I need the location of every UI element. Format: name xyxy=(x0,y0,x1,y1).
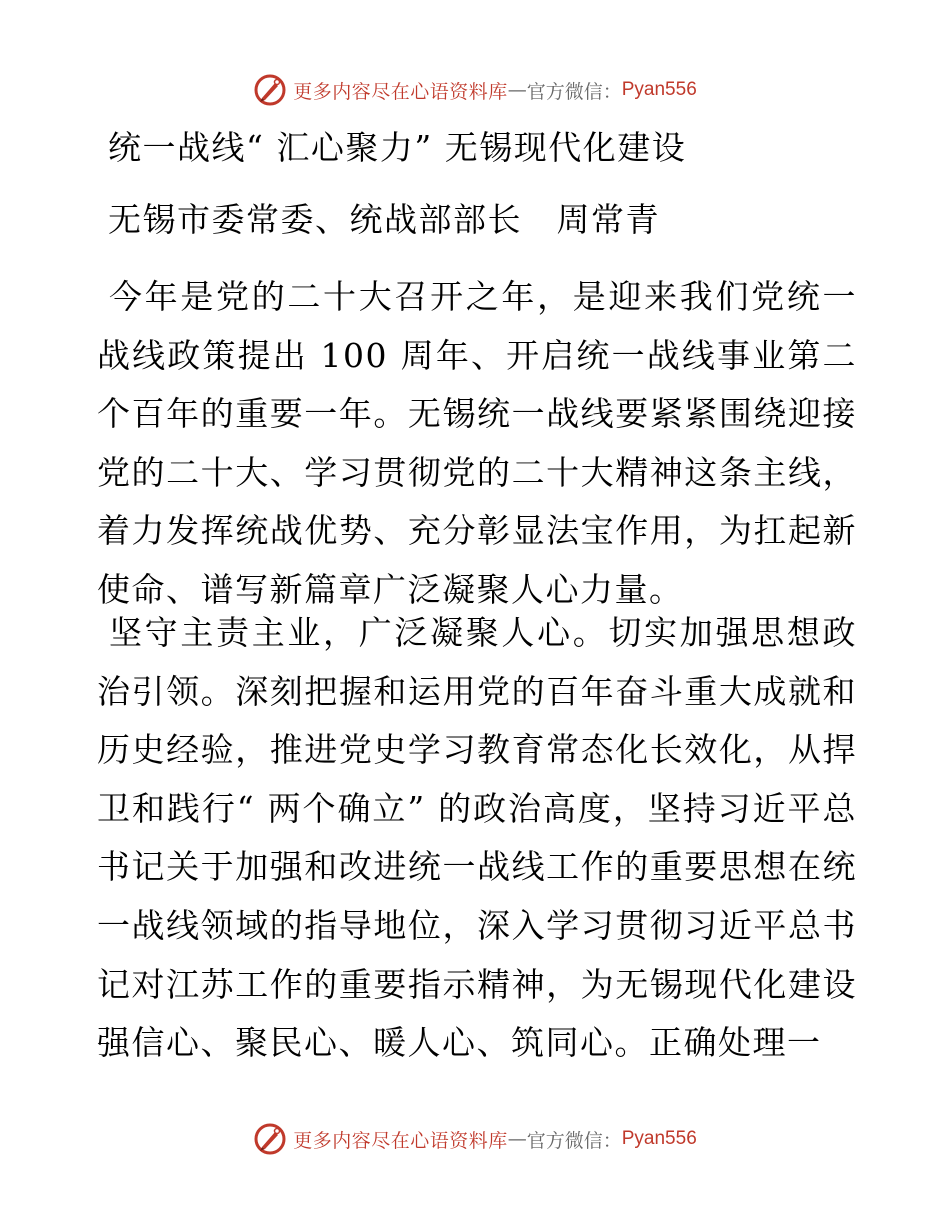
watermark-wechat-id: Pyan556 xyxy=(621,79,697,100)
watermark-banner-bottom xyxy=(0,1119,950,1159)
watermark-separator: — xyxy=(507,1128,527,1150)
watermark-wechat-label: 官方微信： xyxy=(526,1129,622,1152)
watermark-wechat-id: Pyan556 xyxy=(621,1128,697,1149)
watermark-banner-top xyxy=(0,70,950,110)
document-title: 统一战线“ 汇心聚力” 无锡现代化建设 xyxy=(108,128,687,167)
pen-logo-icon xyxy=(253,1122,287,1156)
watermark-wechat-label: 官方微信： xyxy=(526,80,622,103)
watermark-site-name: 更多内容尽在心语资料库 xyxy=(293,1129,508,1152)
body-paragraph-1: 今年是党的二十大召开之年，是迎来我们党统一战线政策提出 100 周年、开启统一战线事业第二个百年的重要一年。无锡统一战线要紧紧围绕迎接党的二十大、学习贯彻党的二十大精神这条主线，着力发挥统战优势、充分彰显法宝作用，为扛起新使命、谱写新篇章广泛凝聚人心力量。 xyxy=(97,277,857,609)
watermark-site-name: 更多内容尽在心语资料库 xyxy=(293,80,508,103)
watermark-separator: — xyxy=(507,79,527,101)
body-paragraph-2: 坚守主责主业，广泛凝聚人心。切实加强思想政治引领。深刻把握和运用党的百年奋斗重大成就和历史经验，推进党史学习教育常态化长效化，从捍卫和践行“ 两个确立” 的政治高度，坚持习近平总书记关于加强和改进统一战线工作的重要思想在统一战线领域的指导地位，深入学习贯彻习近平总书记对江苏工作的重要指示精神，为无锡现代化建设强信心、聚民心、暖人心、筑同心。正确处理一 xyxy=(97,613,857,1063)
pen-logo-icon xyxy=(253,73,287,107)
document-byline: 无锡市委常委、统战部部长 周常青 xyxy=(108,200,660,239)
